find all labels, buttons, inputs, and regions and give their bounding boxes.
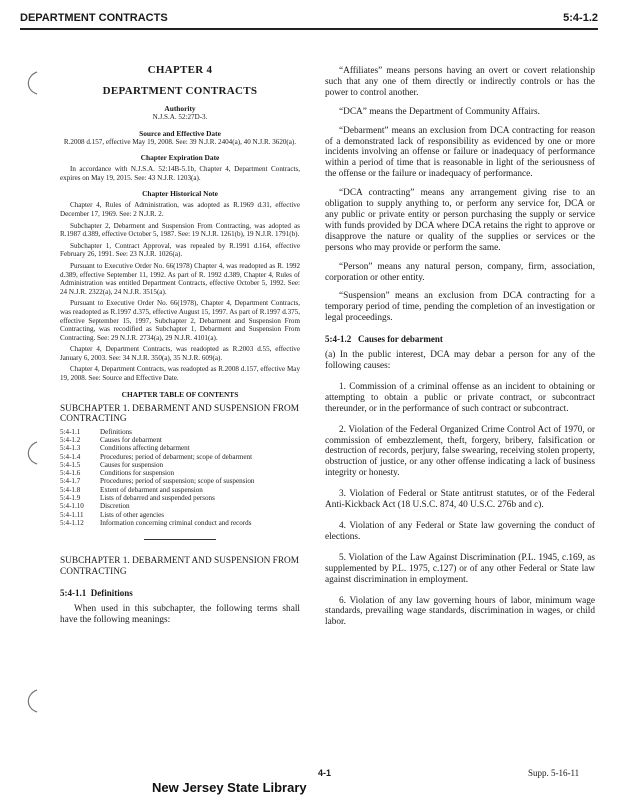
history-note: Subchapter 1, Contract Approval, was repealed by R.1991 d.164, effective February 26, 1991. See: 23 N.J.R. 1026(a). <box>60 241 300 259</box>
history-heading: Chapter Historical Note <box>142 189 218 199</box>
history-note: Subchapter 2, Debarment and Suspension From Contracting, was adopted as R.1987 d.389, effective October 5, 1987. See: 19 N.J.R. 1261(b), 19 N.J.R. 1791(b). <box>60 221 300 239</box>
page-number: 4-1 <box>318 768 332 778</box>
list-item: 5. Violation of the Law Against Discrimination (P.L. 1945, c.169, as supplemented by P.L. 1975, c.127) or of any other Federal or State law against discrimination in employment. <box>325 552 595 585</box>
authority-text: N.J.S.A. 52:27D-3. <box>152 113 208 121</box>
section-number: 5:4-1.2 <box>325 334 352 345</box>
history-note: Pursuant to Executive Order No. 66(1978), Chapter 4, Department Contracts, was readopted as R.1997 d.375, effective August 15, 1997. As part of R.1997 d.375, effective September 15, 1997, Subchapter 2, Debarment and Suspension From Contracting, was recodified as Subchapter 1, Debarment and Suspension From Contracting. See: 29 N.J.R. 2734(a), 29 N.J.R. 4101(a). <box>60 299 300 342</box>
running-header <box>20 6 598 30</box>
header-section: 5:4-1.2 <box>563 12 598 24</box>
expiration-text: In accordance with N.J.S.A. 52:14B-5.1b, Chapter 4, Department Contracts, expires on May 19, 2015. See: 43 N.J.R. 1203(a). <box>60 165 300 182</box>
source-text: R.2008 d.157, effective May 19, 2008. See: 39 N.J.R. 2404(a), 40 N.J.R. 3620(a). <box>63 137 297 146</box>
list-item: 3. Violation of Federal or State antitrust statutes, or of the Federal Anti-Kickback Act (18 U.S.C. 874, 40 U.S.C. 276b and c). <box>325 489 595 511</box>
section-title: Causes for debarment <box>358 334 443 345</box>
history-note: Chapter 4, Department Contracts, was readopted as R.2003 d.55, effective January 6, 2003. See: 34 N.J.R. 350(a), 35 N.J.R. 609(a). <box>60 345 300 362</box>
history-note: Chapter 4, Department Contracts, was readopted as R.2008 d.157, effective May 19, 2008. See: Source and Effective Date. <box>60 365 300 383</box>
toc-entry[interactable]: 5:4-1.11 Lists of other agencies <box>60 510 165 519</box>
list-item: 6. Violation of any law governing hours of labor, minimum wage standards, prevailing wage standards, discrimination in wages, or child labor. <box>325 595 595 628</box>
section-intro: When used in this subchapter, the following terms shall have the following meanings: <box>60 604 300 626</box>
library-watermark: New Jersey State Library <box>152 780 307 795</box>
section-heading-1-2 <box>325 334 595 344</box>
punch-hole-mark <box>22 440 42 466</box>
toc-entry[interactable]: 5:4-1.3 Conditions affecting debarment <box>60 444 190 453</box>
toc-entry[interactable]: 5:4-1.5 Causes for suspension <box>60 460 164 469</box>
toc-entry[interactable]: 5:4-1.4 Procedures; period of debarment; scope of debarment <box>60 452 253 461</box>
toc-subchapter-title: SUBCHAPTER 1. DEBARMENT AND SUSPENSION FROM CONTRACTING <box>60 403 300 425</box>
section-title: Definitions <box>90 588 133 599</box>
punch-hole-mark <box>22 70 42 96</box>
left-column <box>60 64 300 626</box>
authority-heading: Authority <box>164 104 196 113</box>
right-column <box>325 66 595 628</box>
list-item: 1. Commission of a criminal offense as an incident to obtaining or attempting to obtain a public or private contract, or subcontract thereunder, or in the performance of such contract or subcontract. <box>325 381 595 414</box>
list-item: 4. Violation of any Federal or State law governing the conduct of elections. <box>325 521 595 542</box>
expiration-heading: Chapter Expiration Date <box>140 153 220 163</box>
history-note: Chapter 4, Rules of Administration, was adopted as R.1969 d.31, effective December 17, 1969. See: 2 N.J.R. 2. <box>60 201 300 218</box>
section-number: 5:4-1.1 <box>60 588 87 599</box>
source-heading: Source and Effective Date <box>139 128 221 138</box>
toc-entry[interactable]: 5:4-1.6 Conditions for suspension <box>60 469 175 478</box>
table-of-contents <box>60 428 300 528</box>
toc-entry[interactable]: 5:4-1.9 Lists of debarred and suspended persons <box>60 494 215 503</box>
section-intro: (a) In the public interest, DCA may debar a person for any of the following causes: <box>325 350 595 372</box>
toc-entry[interactable]: 5:4-1.7 Procedures; period of suspension; scope of suspension <box>60 477 255 486</box>
toc-entry[interactable]: 5:4-1.8 Extent of debarment and suspension <box>60 485 203 494</box>
toc-entry[interactable]: 5:4-1.12 Information concerning criminal conduct and records <box>60 518 252 527</box>
punch-hole-mark <box>22 688 42 714</box>
toc-entry[interactable]: 5:4-1.2 Causes for debarment <box>60 435 162 444</box>
definition-paragraph: “DCA contracting” means any arrangement giving rise to an obligation to supply anything to, or perform any service for, DCA or any public or private entity or person purchasing the supply or service with funds provided by DCA where DCA retains the right to approve or disapprove the nature or quality of the supplies or services or the persons who may provide or perform the same. <box>325 188 595 253</box>
subchapter-heading: SUBCHAPTER 1. DEBARMENT AND SUSPENSION FROM CONTRACTING <box>60 556 300 577</box>
list-item: 2. Violation of the Federal Organized Crime Control Act of 1970, or commission of embezzlement, theft, forgery, bribery, falsification or destruction of records, perjury, false swearing, receiving stolen property, obstruction of justice, or any other offense indicating a lack of business integrity or honesty. <box>325 424 595 479</box>
chapter-number: CHAPTER 4 <box>147 64 213 76</box>
chapter-title: DEPARTMENT CONTRACTS <box>102 85 258 97</box>
toc-entry[interactable]: 5:4-1.1 Definitions <box>60 427 132 436</box>
definition-paragraph: “Affiliates” means persons having an overt or covert relationship such that any one of them directly or indirectly controls or has the power to control another. <box>325 66 595 98</box>
header-title: DEPARTMENT CONTRACTS <box>20 12 168 24</box>
section-divider <box>144 539 216 540</box>
definition-paragraph: “Person” means any natural person, company, firm, association, corporation or other entity. <box>325 261 595 283</box>
supplement-date: Supp. 5-16-11 <box>528 768 580 778</box>
toc-entry[interactable]: 5:4-1.10 Discretion <box>60 502 130 511</box>
toc-heading: CHAPTER TABLE OF CONTENTS <box>121 389 239 399</box>
history-note: Pursuant to Executive Order No. 66(1978) Chapter 4, was readopted as R. 1992 d.389, effective September 11, 1992. As part of R. 1992 d.389, Chapter 4, Rules of Administration was entitled Department Contracts, effective October 5, 1992. See: 24 N.J.R. 2322(a), 24 N.J.R. 3515(a). <box>60 261 300 296</box>
section-heading-1-1 <box>60 588 300 598</box>
definition-paragraph: “Debarment” means an exclusion from DCA contracting for reason of a demonstrated lack of responsibility as evidenced by one or more incidents involving an offense or failure or inadequacy of performance within a period of time that is reasonable in light of the seriousness of the offense or the failure or inadequacy of performance. <box>325 125 595 180</box>
definition-paragraph: “DCA” means the Department of Community Affairs. <box>339 106 540 117</box>
definition-paragraph: “Suspension” means an exclusion from DCA contracting for a temporary period of time, pending the completion of an investigation or legal proceedings. <box>325 291 595 324</box>
